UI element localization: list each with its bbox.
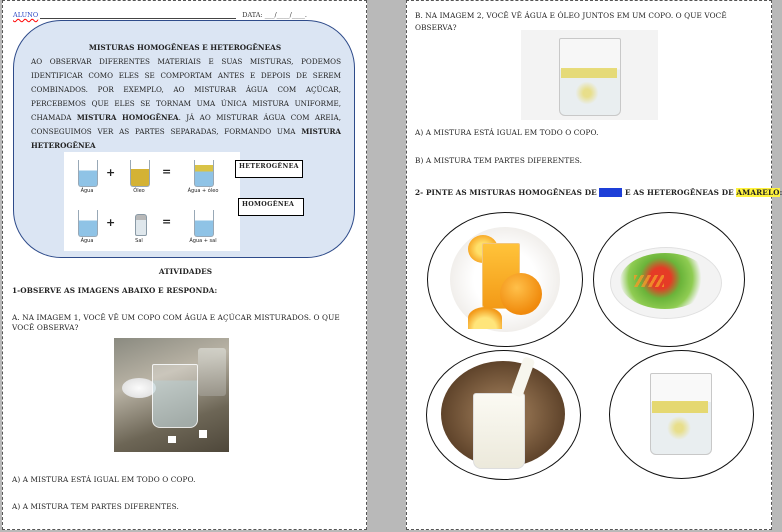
question-2-title (415, 187, 782, 199)
water-glass-icon (78, 160, 98, 187)
question-1b: B. NA IMAGEM 2, VOCÊ VÊ ÁGUA E ÓLEO JUNTOS EM UM COPO. O QUE VOCÊ OBSERVA? (415, 11, 727, 32)
orange-icon (500, 273, 542, 315)
mixture-diagram (64, 152, 240, 251)
question-1a: A. NA IMAGEM 1, VOCÊ VÊ UM COPO COM ÁGUA E AÇÚCAR MISTURADOS. O QUE VOCÊ OBSERVA? (12, 313, 340, 332)
oil-drops (666, 413, 692, 443)
sugar-cube-icon (168, 436, 176, 443)
info-box (13, 20, 355, 258)
diagram-label: Água + sal (189, 238, 217, 244)
oil-glass-icon (130, 160, 150, 187)
plus-icon: + (106, 166, 116, 179)
date-label: DATA: ___/____/____. (242, 11, 307, 19)
diagram-label: Água (80, 188, 94, 194)
sugar-bowl-icon (122, 378, 156, 398)
question-1-title: 1-OBSERVE AS IMAGENS ABAIXO E RESPONDA: (12, 286, 218, 295)
sugar-water-photo (114, 338, 229, 452)
name-label: ALUNO (13, 11, 39, 19)
carrot-shreds (634, 275, 664, 287)
info-box-title: MISTURAS HOMOGÊNEAS E HETEROGÊNEAS (88, 43, 282, 52)
q2-text-1: 2- PINTE AS MISTURAS HOMOGÊNEAS DE (415, 188, 600, 197)
info-text-part-2: . JÁ AO MISTURAR ÁGUA COM AREIA, CONSEGUIMOS VER AS PARTES SEPARADAS, FORMANDO UMA (31, 113, 341, 136)
q1b-option-b[interactable]: B) A MISTURA TEM PARTES DIFERENTES. (415, 156, 583, 165)
q1b-option-a[interactable]: A) A MISTURA ESTÁ IGUAL EM TODO O COPO. (415, 128, 599, 137)
salt-shaker-icon (135, 214, 147, 236)
water-oil-photo (521, 30, 658, 120)
salt-water-glass-icon (194, 210, 214, 237)
water-oil-circle[interactable] (609, 350, 754, 479)
orange-half-icon (468, 307, 502, 329)
q2-blue-word: AZUL (599, 188, 623, 197)
water-oil-glass-icon (194, 160, 214, 187)
worksheet-page-right (406, 0, 780, 530)
equals-icon: = (162, 215, 172, 228)
info-box-text (31, 55, 341, 153)
diagram-label: Água (80, 238, 94, 244)
oil-drops (575, 78, 599, 108)
oil-layer (561, 68, 617, 78)
term-homogenea: MISTURA HOMOGÊNEA (76, 113, 179, 122)
q2-yellow-word: AMARELO (736, 188, 780, 197)
diagram-label: Água + óleo (187, 188, 219, 194)
diagram-label: Sal (135, 238, 143, 244)
name-blank-line[interactable] (40, 12, 236, 19)
worksheet-page-left (2, 0, 367, 530)
q1a-option-a[interactable]: A) A MISTURA ESTÁ IGUAL EM TODO O COPO. (12, 475, 196, 484)
water-glass-icon (78, 210, 98, 237)
milk-glass-icon (473, 393, 525, 469)
homogenea-label: HOMOGÊNEA (238, 198, 304, 216)
term-heterogenea: MISTURA HETEROGÊNEA (31, 127, 341, 150)
heterogenea-label: HETEROGÊNEA (235, 160, 303, 178)
equals-icon: = (162, 165, 172, 178)
milk-circle[interactable] (426, 350, 581, 480)
q1a-option-b[interactable]: A) A MISTURA TEM PARTES DIFERENTES. (12, 502, 179, 511)
salad-circle[interactable] (593, 212, 745, 347)
q2-text-2: E AS HETEROGÊNEAS DE (622, 188, 737, 197)
info-text-part-1: AO OBSERVAR DIFERENTES MATERIAIS E SUAS MISTURAS, PODEMOS IDENTIFICAR COMO ELES SE COMPORTAM ANTES E DEPOIS DE SEREM COMBINADOS. POR EXEMPLO, AO MISTURAR ÁGUA COM AÇÚCAR, PERCEBEMOS QUE ELES SE TORNAM UMA ÚNICA MISTURA UNIFORME, CHAMADA (31, 57, 341, 122)
plus-icon: + (106, 216, 116, 229)
sugar-cube-icon (199, 430, 207, 438)
jar-icon (198, 348, 226, 396)
activities-title: ATIVIDADES (158, 267, 213, 276)
water-glass-icon (152, 364, 198, 428)
diagram-label: Óleo (133, 188, 145, 194)
orange-juice-circle[interactable] (427, 212, 583, 347)
oil-layer (652, 401, 708, 413)
student-header (13, 11, 307, 19)
